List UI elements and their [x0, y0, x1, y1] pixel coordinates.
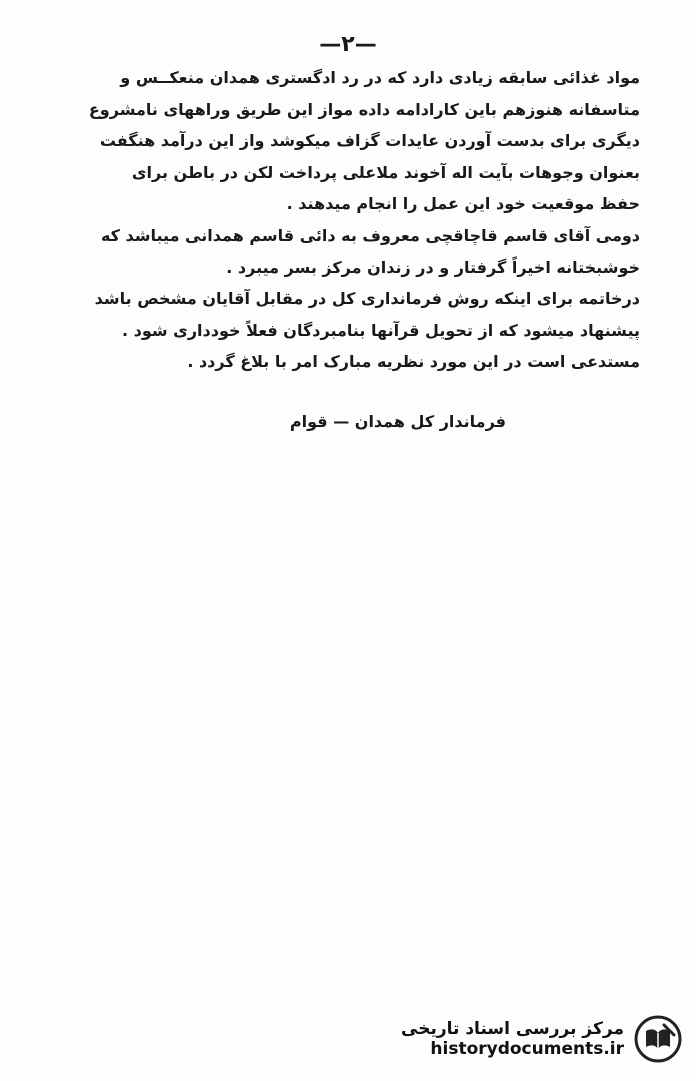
- body-line: پیشنهاد میشود که از تحویل قرآنها بنامبردگان فعلاً خودداری شود .: [121, 320, 640, 340]
- body-line: دیگری برای بدست آوردن عایدات گزاف میکوشد واز این درآمد هنگفت: [99, 131, 640, 151]
- book-logo-icon: [634, 1015, 682, 1063]
- body-line: متاسفانه هنوزهم باین کارادامه داده مواز این طریق وراههای نامشروع: [88, 99, 640, 119]
- body-line: مستدعی است در این مورد نظریه مبارک امر با بلاغ گردد .: [187, 352, 640, 372]
- body-line: مواد غذائی سابقه زیادی دارد که در رد ادگستری همدان منعکــس و: [120, 68, 640, 87]
- watermark-url: historydocuments.ir: [430, 1039, 624, 1059]
- signature: فرماندار کل همدان — قوام: [289, 412, 506, 431]
- body-line: درخاتمه برای اینکه روش فرمانداری کل در مقابل آقایان مشخص باشد: [94, 289, 640, 309]
- watermark-title: مرکز بررسی اسناد تاریخی: [401, 1018, 624, 1039]
- watermark: [401, 1011, 682, 1067]
- document-body: [28, 62, 640, 378]
- page-number: —۲—: [319, 32, 377, 57]
- body-line: دومی آقای قاسم قاچاقچی معروف به دائی قاسم همدانی میباشد که: [100, 225, 640, 245]
- watermark-text: [401, 1019, 624, 1060]
- body-line: خوشبختانه اخیراً گرفتار و در زندان مرکز بسر میبرد .: [226, 257, 640, 277]
- body-line: حفظ موقعیت خود این عمل را انجام میدهند .: [286, 194, 640, 214]
- body-line: بعنوان وجوهات بآیت اله آخوند ملاعلی پرداخت لکن در باطن برای: [131, 162, 640, 182]
